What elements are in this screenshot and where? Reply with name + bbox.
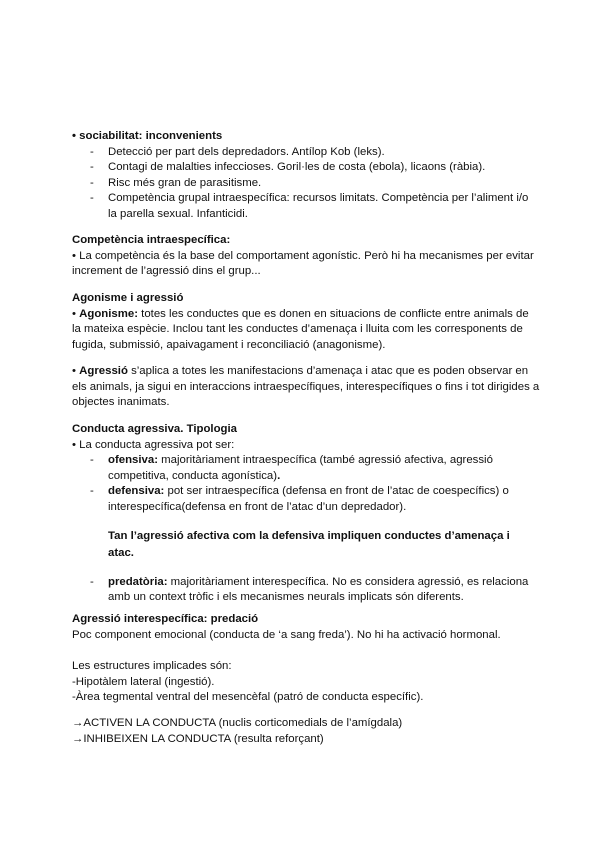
dash-marker: -: [90, 575, 94, 588]
arrow-line: →INHIBEIXEN LA CONDUCTA (resulta reforçant): [72, 732, 324, 745]
agressio-paragraph-line: [72, 364, 532, 380]
agonisme-term: Agonisme:: [79, 307, 139, 320]
section-agonisme: [72, 291, 532, 353]
list-item: [72, 191, 532, 222]
list-item: [72, 176, 532, 192]
conducta-heading: Conducta agressiva. Tipologia: [72, 423, 237, 435]
bullet-marker: •: [72, 307, 80, 320]
section-sociabilitat: [72, 129, 532, 223]
dash-marker: -: [90, 145, 94, 158]
list-item-defensiva: [72, 484, 532, 515]
list-item-text: [108, 469, 532, 485]
paragraph-line: • La competència és la base del comportament agonístic. Però hi ha mecanismes per evitar: [72, 249, 534, 262]
dash-marker: -: [90, 485, 94, 498]
list-item-text: Contagi de malalties infeccioses. Goril·les de costa (ebola), licaons (ràbia).: [108, 161, 486, 174]
period: .: [277, 469, 281, 482]
agonisme-paragraph-line: [72, 307, 532, 323]
sociabilitat-title: • sociabilitat: inconvenients: [72, 130, 223, 142]
list-item-text: interespecífica(defensa en front de l’atac d’un depredador).: [108, 500, 407, 513]
list-item-text: Risc més gran de parasitisme.: [108, 176, 262, 189]
dash-marker: -: [90, 454, 94, 467]
dash-marker: -: [90, 176, 94, 189]
dash-marker: -: [90, 161, 94, 174]
paragraph-text: pot ser intraespecífica (defensa en front de l’atac de coespecífics) o: [164, 485, 509, 498]
paragraph-text: majoritàriament intraespecífica (també agressió afectiva, agressió: [158, 454, 493, 467]
ofensiva-term: ofensiva:: [108, 454, 159, 467]
list-item-text: la parella sexual. Infanticidi.: [108, 207, 248, 220]
section-predacio: [72, 612, 532, 643]
estructura-item: -Àrea tegmental ventral del mesencèfal (patró de conducta específic).: [72, 691, 424, 704]
list-item-text: [108, 575, 532, 591]
agonisme-heading: Agonisme i agressió: [72, 292, 184, 304]
predatoria-term: predatòria:: [108, 575, 168, 588]
emphasis-line: Tan l’agressió afectiva com la defensiva impliquen conductes d’amenaça i: [108, 529, 510, 542]
list-item: [72, 145, 532, 161]
list-item-text: Detecció per part dels depredadors. Antílop Kob (leks).: [108, 145, 385, 158]
paragraph-text: totes les conductes que es donen en situacions de conflicte entre animals de: [138, 307, 529, 320]
paragraph-line: els animals, ja sigui en interaccions intraespecífiques, interespecífiques o fins i tot dirigides a: [72, 380, 540, 393]
list-item-text: [108, 453, 532, 469]
paragraph-text: s’aplica a totes les manifestacions d’amenaça i atac que es poden observar en: [127, 365, 529, 377]
competencia-heading: Competència intraespecífica:: [72, 234, 231, 246]
estructura-item: -Hipotàlem lateral (ingestió).: [72, 675, 215, 688]
arrow-line: →ACTIVEN LA CONDUCTA (nuclis corticomedials de l’amígdala): [72, 717, 403, 729]
predacio-heading: Agressió interespecífica: predació: [72, 613, 259, 625]
paragraph-text: competitiva, conducta agonística): [108, 469, 278, 482]
estructures-intro: Les estructures implicades són:: [72, 660, 232, 672]
list-item-ofensiva: [72, 453, 532, 484]
arrows-block: [72, 716, 532, 747]
agressio-paragraph: [72, 364, 540, 411]
defensiva-term: defensiva:: [108, 485, 165, 498]
section-competencia: [72, 233, 532, 280]
dash-marker: -: [90, 192, 94, 205]
agressio-term: Agressió: [79, 365, 128, 377]
section-conducta-agressiva: [72, 422, 532, 606]
paragraph-line: objectes inanimats.: [72, 396, 170, 409]
list-item: [72, 160, 532, 176]
paragraph-line: fugida, submissió, apaivagament i reconciliació (anagonisme).: [72, 338, 386, 351]
estructures-block: [72, 659, 532, 706]
list-item-text: amb un context tròfic i els mecanismes neurals implicats són diferents.: [108, 591, 464, 604]
bullet-marker: •: [72, 365, 80, 377]
list-item-text: [108, 484, 532, 500]
emphasis-line: atac.: [108, 546, 134, 559]
paragraph-line: Poc component emocional (conducta de ‘a sang freda’). No hi ha activació hormonal.: [72, 628, 501, 641]
list-item-predatoria: [72, 575, 532, 606]
paragraph-text: majoritàriament interespecífica. No es considera agressió, es relaciona: [167, 575, 529, 588]
conducta-intro: • La conducta agressiva pot ser:: [72, 438, 235, 451]
list-item-text: Competència grupal intraespecífica: recursos limitats. Competència per l’aliment i/o: [108, 192, 529, 205]
paragraph-line: increment de l’agressió dins el grup...: [72, 265, 261, 278]
paragraph-line: la mateixa espècie. Inclou tant les conductes d’amenaça i lluita com les corresponents de: [72, 323, 523, 336]
